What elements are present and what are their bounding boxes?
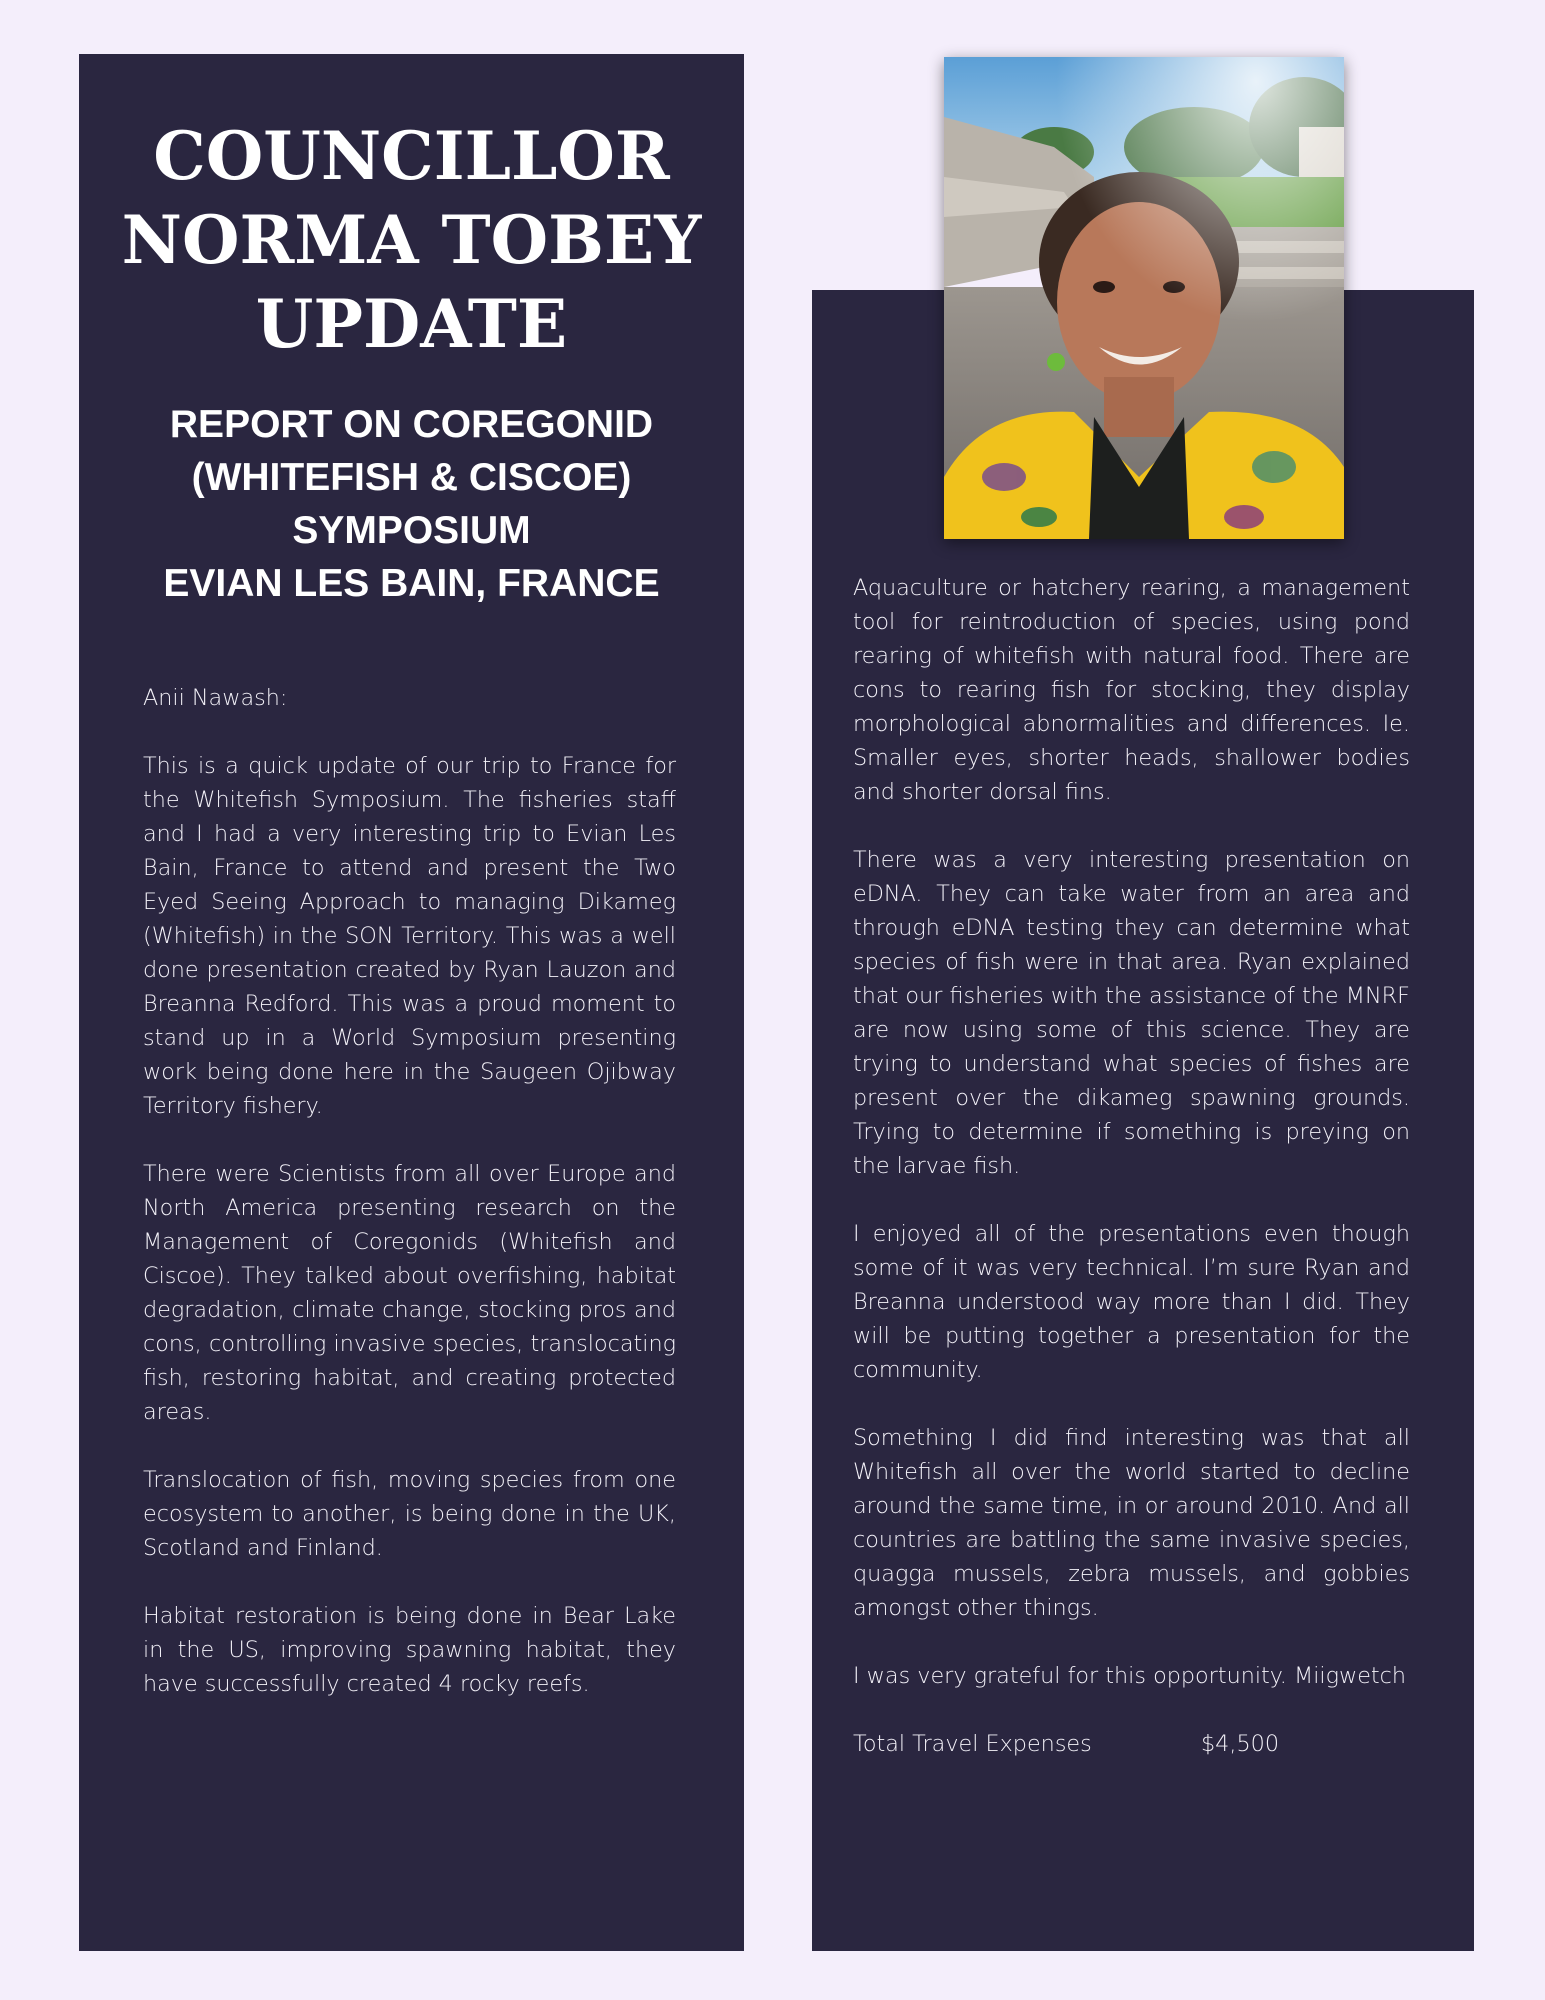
paragraph-decline: Something I did find interesting was that all Whitefish all over the world started to decline around the same time, in or around 2010. And all countries are battling the same invasive species, quagga mussels, zebra mussels, and gobbies amongst other things. [853,1425,1410,1621]
right-body-text [853,571,1410,1761]
expenses-value: $4,500 [1201,1731,1280,1757]
greeting: Anii Nawash: [143,685,288,711]
title-line: COUNCILLOR [153,117,670,195]
paragraph-intro: This is a quick update of our trip to France for the Whitefish Symposium. The fisheries staff and I had a very interesting trip to Evian Les Bain, France to attend and present the Two Eyed Seeing Approach to managing Dikameg (Whitefish) in the SON Territory. This was a well done presentation created by Ryan Lauzon and Breanna Redford. This was a proud moment to stand up in a World Symposium presenting work being done here in the Saugeen Ojibway Territory fishery. [143,753,676,1119]
paragraph-presentations: I enjoyed all of the presentations even though some of it was very technical. I’m sure Ryan and Breanna understood way more than I did. They will be putting together a presentation for the community. [853,1221,1410,1383]
councillor-photo [944,57,1344,539]
paragraph-edna: There was a very interesting presentation on eDNA. They can take water from an area and through eDNA testing they can determine what species of fish were in that area. Ryan explained that our fisheries with the assistance of the MNRF are now using some of this science. They are trying to understand what species of fishes are present over the dikameg spawning grounds. Trying to determine if something is preying on the larvae fish. [853,847,1410,1179]
subtitle-line: EVIAN LES BAIN, FRANCE [163,562,660,605]
right-panel [812,290,1474,1951]
report-subtitle [79,398,744,610]
paragraph-gratitude: I was very grateful for this opportunity. Miigwetch [853,1663,1407,1689]
paragraph-translocation: Translocation of fish, moving species from one ecosystem to another, is being done in the UK, Scotland and Finland. [143,1467,676,1561]
left-body-text [143,681,676,1735]
title-line: UPDATE [255,285,568,363]
subtitle-line: SYMPOSIUM [292,509,531,552]
paragraph-scientists: There were Scientists from all over Europe and North America presenting research on the Management of Coregonids (Whitefish and Ciscoe). They talked about overfishing, habitat degradation, climate change, stocking pros and cons, controlling invasive species, translocating fish, restoring habitat, and creating protected areas. [143,1161,676,1425]
paragraph-aquaculture: Aquaculture or hatchery rearing, a management tool for reintroduction of species, using pond rearing of whitefish with natural food. There are cons to rearing fish for stocking, they display morphological abnormalities and differences. Ie. Smaller eyes, shorter heads, shallower bodies and shorter dorsal fins. [853,575,1410,805]
expenses-label: Total Travel Expenses [853,1731,1092,1757]
paragraph-habitat: Habitat restoration is being done in Bear Lake in the US, improving spawning habitat, they have successfully created 4 rocky reefs. [143,1603,676,1697]
subtitle-line: (WHITEFISH & CISCOE) [191,456,632,499]
photo-image [944,57,1344,539]
title-line: NORMA TOBEY [121,201,702,279]
subtitle-line: REPORT ON COREGONID [169,403,654,446]
left-panel [79,54,744,1951]
travel-expenses [853,1727,1410,1761]
page-title [79,114,744,366]
